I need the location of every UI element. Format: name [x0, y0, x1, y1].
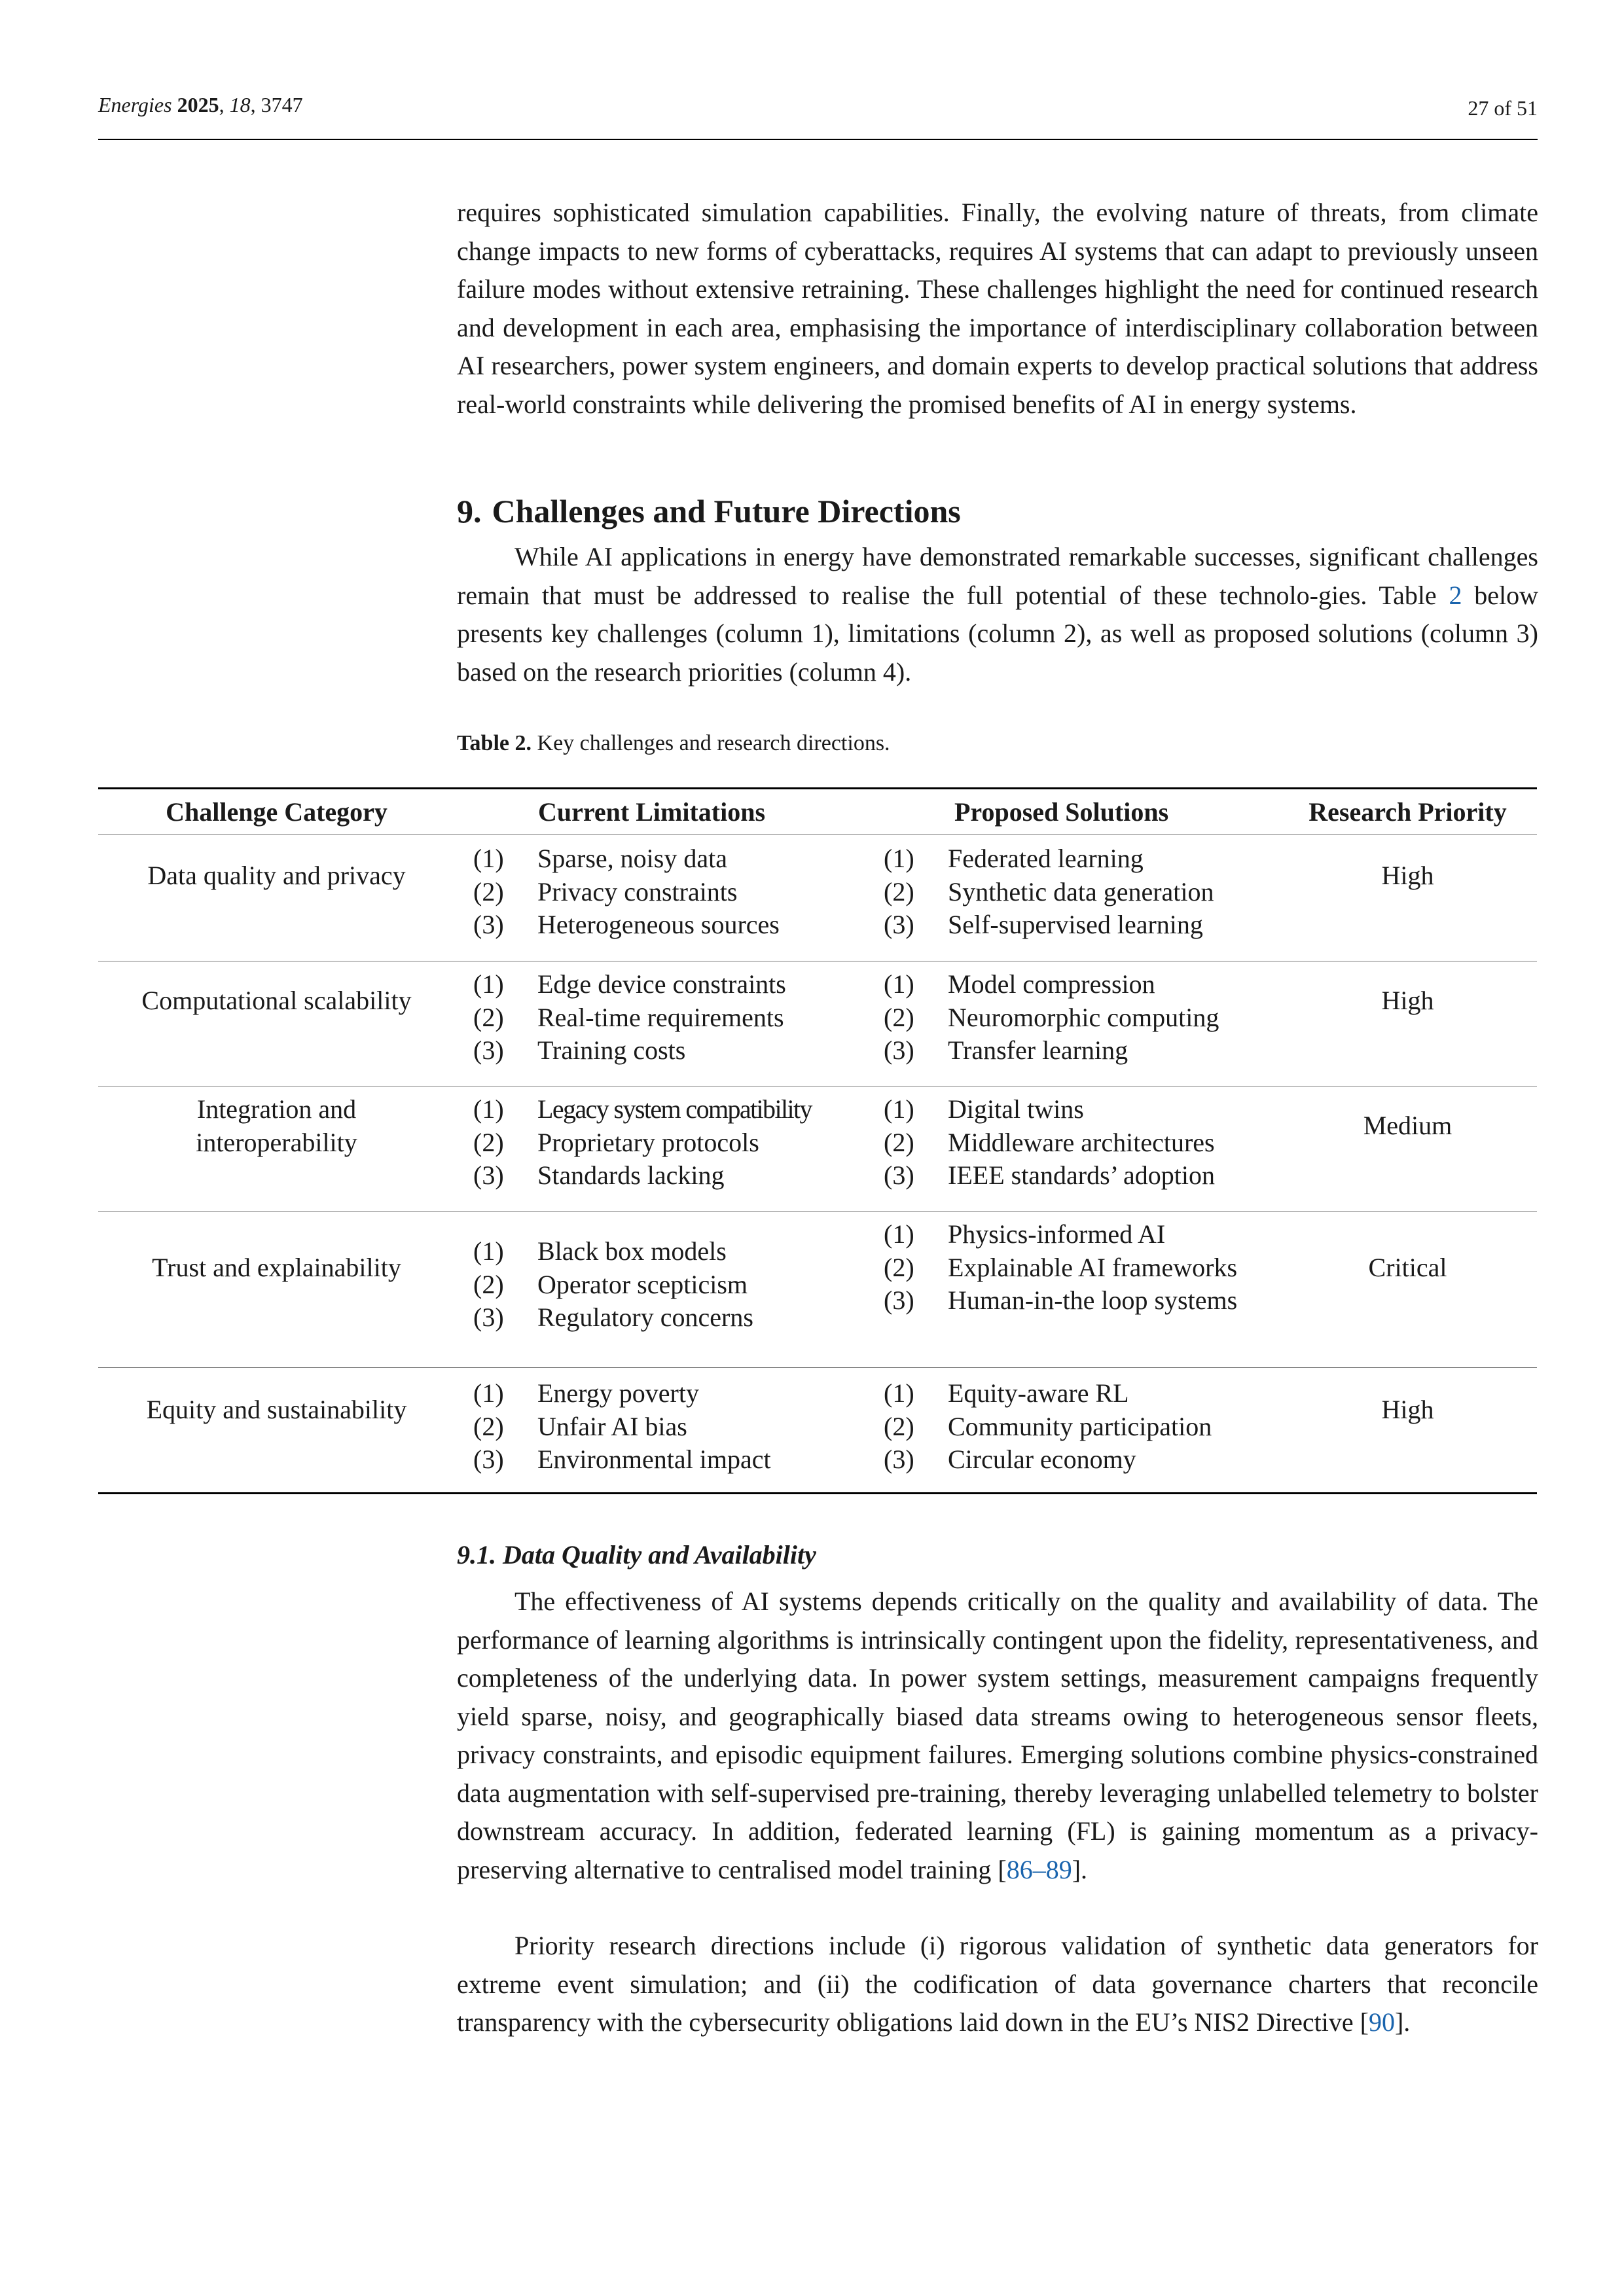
list-item: (3) Self-supervised learning [884, 910, 1203, 939]
table-top-rule [98, 787, 1537, 789]
list-item: (2) Proprietary protocols [473, 1127, 759, 1157]
subsection-heading [457, 1539, 816, 1570]
list-item: (1) Federated learning [884, 844, 1144, 873]
list-item: (2) Middleware architectures [884, 1127, 1215, 1157]
list-item: (1) Legacy system compatibility [473, 1094, 812, 1124]
section-title: Challenges and Future Directions [492, 493, 961, 529]
list-item: (2) Unfair AI bias [473, 1411, 687, 1441]
list-item: (3) Human-in-the loop systems [884, 1285, 1238, 1315]
table-reference-link[interactable]: 2 [1449, 580, 1462, 610]
subsection-paragraph-2: Priority research directions include (i) rigorous validation of synthetic data generators for extreme event simulation; and (ii) the codification of data governance charters that reconcile transparency with the cybersecurity obligations laid down in the EU’s NIS2 Directive [90]. [457, 1931, 1538, 2037]
solutions-list [884, 1093, 1215, 1193]
research-priority: High [1381, 986, 1434, 1015]
intro-paragraph: requires sophisticated simulation capabilities. Finally, the evolving nature of threats, from climate change impacts to new forms of cyberattacks, requires AI systems that can adapt to previously unseen failure modes without extensive retraining. These challenges highlight the need for continued research and development in each area, emphasising the importance of interdisciplinary collaboration between AI researchers, power system engineers, and domain experts to develop practical solutions that address real-world constraints while delivering the promised benefits of AI in energy systems. [457, 198, 1538, 419]
list-item: (3) Training costs [473, 1035, 686, 1065]
table-caption-text: Key challenges and research directions. [537, 731, 890, 755]
row-divider [98, 1367, 1537, 1368]
limitations-list [473, 968, 786, 1067]
list-item: (1) Equity-aware RL [884, 1378, 1129, 1408]
challenge-category: Computational scalability [141, 986, 412, 1015]
challenge-category: Integration and interoperability [196, 1094, 357, 1157]
article-number: 3747 [261, 93, 303, 117]
list-item: (3) Circular economy [884, 1444, 1136, 1474]
list-item: (2) Operator scepticism [473, 1269, 748, 1299]
journal-year: 2025 [177, 93, 219, 117]
research-priority: High [1381, 1395, 1434, 1424]
citation-link[interactable]: 86 [1006, 1854, 1033, 1884]
solutions-list [884, 1218, 1237, 1318]
list-item: (1) Digital twins [884, 1094, 1084, 1124]
list-item: (3) Environmental impact [473, 1444, 771, 1474]
table-bottom-rule [98, 1492, 1537, 1494]
header-divider [98, 139, 1538, 140]
limitations-list [473, 1093, 812, 1193]
list-item: (2) Community participation [884, 1411, 1212, 1441]
list-item: (3) Transfer learning [884, 1035, 1128, 1065]
research-priority: High [1381, 861, 1434, 890]
journal-name: Energies [98, 93, 172, 117]
limitations-list [473, 1377, 771, 1477]
citation-link[interactable]: 89 [1045, 1854, 1072, 1884]
list-item: (1) Energy poverty [473, 1378, 699, 1408]
citation-link[interactable]: 90 [1368, 2007, 1395, 2037]
list-item: (3) Heterogeneous sources [473, 910, 780, 939]
list-item: (2) Synthetic data generation [884, 876, 1214, 906]
header-proposed-solutions: Proposed Solutions [954, 797, 1169, 827]
challenge-category: Data quality and privacy [147, 861, 406, 890]
header-challenge-category: Challenge Category [166, 797, 388, 827]
table-header-rule [98, 834, 1537, 835]
list-item: (3) IEEE standards’ adoption [884, 1160, 1216, 1190]
subsection-paragraph-1: The effectiveness of AI systems depends critically on the quality and availability of data. The performance of learning algorithms is intrinsically contingent upon the fidelity, representativeness, and completeness of the underlying data. In power system settings, measurement campaigns frequently yield sparse, noisy, and geographically biased data streams owing to heterogeneous sensor fleets, privacy constraints, and episodic equipment failures. Emerging solutions combine physics-constrained data augmentation with self-supervised pre-training, thereby leveraging unlabelled telemetry to bolster downstream accuracy. In addition, federated learning (FL) is gaining momentum as a privacy-preserving alternative to centralised model training [86–89]. [457, 1587, 1538, 1884]
list-item: (3) Standards lacking [473, 1160, 725, 1190]
subsection-title: Data Quality and Availability [503, 1540, 816, 1570]
table-caption [457, 731, 890, 756]
limitations-list [473, 1235, 753, 1335]
research-priority: Medium [1363, 1111, 1453, 1140]
solutions-list [884, 968, 1219, 1067]
list-item: (2) Real-time requirements [473, 1002, 784, 1032]
table-caption-label: Table 2. [457, 731, 532, 755]
subsection-number: 9.1. [457, 1540, 496, 1570]
list-item: (1) Sparse, noisy data [473, 844, 727, 873]
list-item: (2) Neuromorphic computing [884, 1002, 1219, 1032]
limitations-list [473, 842, 780, 942]
journal-volume: 18 [229, 93, 251, 117]
list-item: (1) Edge device constraints [473, 969, 786, 999]
challenge-category: Equity and sustainability [146, 1395, 407, 1424]
list-item: (1) Model compression [884, 969, 1155, 999]
list-item: (3) Regulatory concerns [473, 1302, 753, 1332]
section-number: 9. [457, 493, 482, 529]
research-priority: Critical [1368, 1253, 1447, 1282]
solutions-list [884, 842, 1214, 942]
solutions-list [884, 1377, 1212, 1477]
running-header: Energies 2025, 18, 3747 [98, 93, 303, 117]
challenge-category: Trust and explainability [152, 1253, 401, 1282]
section-heading [457, 492, 961, 530]
header-current-limitations: Current Limitations [538, 797, 766, 827]
list-item: (2) Explainable AI frameworks [884, 1252, 1238, 1282]
row-divider [98, 1211, 1537, 1212]
list-item: (1) Black box models [473, 1236, 727, 1266]
page-number: 27 of 51 [1468, 96, 1538, 120]
list-item: (1) Physics-informed AI [884, 1219, 1166, 1249]
list-item: (2) Privacy constraints [473, 876, 738, 906]
section-paragraph: While AI applications in energy have demonstrated remarkable successes, significant challenges remain that must be addressed to realise the full potential of these technolo-gies. Table 2 below presents key challenges (column 1), limitations (column 2), as well as proposed solutions (column 3) based on the research priorities (column 4). [457, 542, 1538, 687]
header-research-priority: Research Priority [1308, 797, 1507, 827]
